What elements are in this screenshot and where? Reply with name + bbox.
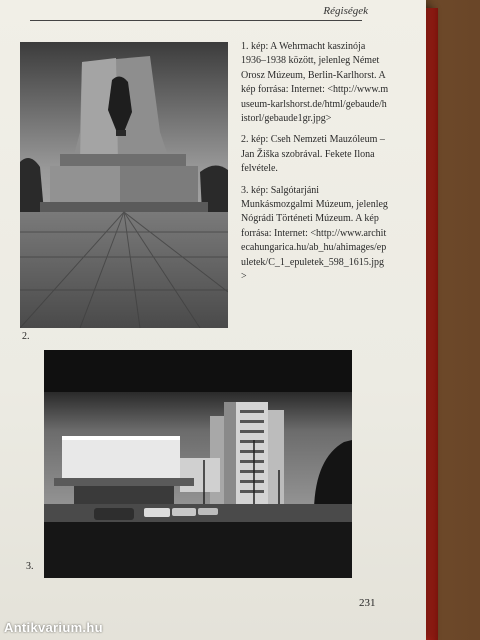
figure-number-3: 3.	[26, 561, 34, 572]
captions-column	[241, 40, 389, 292]
header-rule	[30, 20, 362, 21]
caption-2-text: 2. kép: Cseh Nemzeti Mauzóleum – Jan Žiška szobrával. Fekete Ilona felvétele.	[241, 134, 385, 175]
watermark-logo: Antikvarium.hu	[4, 620, 103, 635]
photo-museum	[44, 350, 352, 578]
caption-1	[241, 40, 389, 126]
caption-1-text: 1. kép: A Wehrmacht kaszinója 1936–1938 között, jelenleg Német Orosz Múzeum, Berlin-Karlhorst. A kép forrása: Internet:	[241, 41, 386, 96]
photo-mausoleum	[20, 42, 228, 328]
figure-number-2: 2.	[22, 331, 30, 342]
caption-3	[241, 184, 389, 285]
page-number: 231	[359, 597, 376, 609]
caption-1-url: <http://www.museum-karlshorst.de/html/gebaude/historl/gebaude1gr.jpg>	[241, 84, 389, 125]
running-header: Régiségek	[323, 5, 368, 17]
caption-3-url: <http://www.architecahungarica.hu/ab_hu/ahimages/epuletek/C_1_epuletek_598_1615.jpg>	[241, 227, 387, 283]
caption-3-text: 3. kép: Salgótarjáni Munkásmozgalmi Múzeum, jelenleg Nógrádi Történeti Múzeum. A kép forrása: Internet:	[241, 184, 388, 239]
caption-2	[241, 133, 389, 176]
